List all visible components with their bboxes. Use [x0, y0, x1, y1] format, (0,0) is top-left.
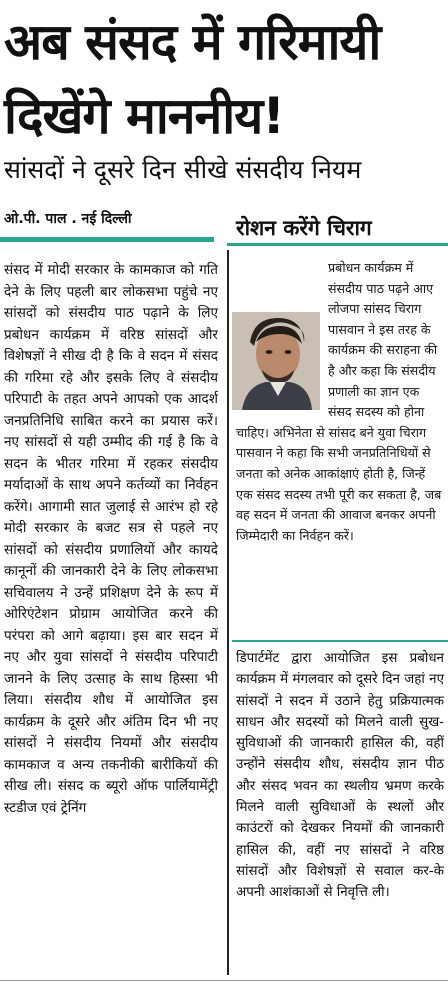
subheadline: सांसदों ने दूसरे दिन सीखे संसदीय नियम — [4, 155, 362, 184]
sidebar-title: रोशन करेंगे चिराग — [236, 216, 372, 240]
headline-line-2: दिखेंगे माननीय! — [4, 87, 285, 145]
bottom-rule — [0, 980, 448, 981]
sidebar-box — [236, 258, 444, 638]
byline-rule — [0, 237, 214, 242]
sidebar-box-rule — [232, 640, 448, 642]
portrait-photo — [232, 312, 320, 410]
article-body-left: संसद में मोदी सरकार के कामकाज को गति देने के लिए पहली बार लोकसभा पहुंचे नए सांसदों को संसदीय पाठ पढ़ाने के लिए प्रबोधन कार्यक्रम में वरिष्ठ सांसदों और विशेषज्ञों ने सीख दी है कि वे सदन में संसद की गरिमा रहे और इसके लिए वे संसदीय परिपाटी के तहत अपने आपको एक आदर्श जनप्रतिनिधि साबित करने का प्रयास करें। नए सांसदों से यही उम्मीद की गई है कि वे सदन के भीतर गरिमा में रहकर संसदीय मर्यादाओं के साथ अपने कर्तव्यों का निर्वहन करेंगे। आगामी सात जुलाई से आरंभ हो रहे मोदी सरकार के बजट सत्र से पहले नए सांसदों को संसदीय प्रणालियों और कायदे कानूनों की जानकारी देने के लिए लोकसभा सचिवालय ने उन्हें प्रशिक्षण देने के रूप में ओरिएंटेशन प्रोग्राम आयोजित करने की परंपरा को आगे बढ़ाया। इस बार सदन में नए और युवा सांसदों ने संसदीय परिपाटी जानने के लिए उत्साह के साथ हिस्सा भी लिया। संसदीय शौध में आयोजित इस कार्यक्रम के दूसरे और अंतिम दिन भी नए सांसदों ने संसदीय नियमों और संसदीय कामकाज व अन्य तकनीकी बारीकियों की सीख ली। संसद क ब्यूरो ऑफ पार्लियामेंट्री स्टडीज एवं ट्रेनिंग — [4, 262, 218, 816]
portrait-illustration — [232, 312, 320, 410]
byline: ओ.पी. पाल . नई दिल्ली — [4, 211, 132, 227]
sidebar-text: प्रबोधन कार्यक्रम में संसदीय पाठ पढ़ने आए लोजपा सांसद चिराग पासवान ने इस तरह के कार्यक्रम की सराहना की है और कहा कि संसदीय प्रणाली का ज्ञान एक संसद सदस्य को होना चाहिए। अभिनेता से सांसद बने युवा चिराग पासवान ने कहा कि सभी जनप्रतिनिधियों से जनता को अनेक आकांक्षाएं होती है, जिन्हें एक संसद सदस्य तभी पूरी कर सकता है, जब वह सदन में जनता की आवाज बनकर अपनी जिम्मेदारी का निर्वहन करें। — [236, 260, 442, 543]
column-divider — [227, 250, 229, 975]
sidebar-title-rule — [227, 243, 448, 246]
headline-line-1: अब संसद में गरिमायी — [4, 13, 381, 71]
article-body-right: डिपार्टमेंट द्वारा आयोजित इस प्रबोधन कार्यक्रम में मंगलवार को दूसरे दिन जहां नए सांसदों ने सदन में उठाने हेतु प्रक्रियात्मक साधन और सदस्यों को मिलने वाली सुख-सुविधाओं की जानकारी हासिल की, वहीं उन्होंने संसदीय शौध, संसदीय ज्ञान पीठ और संसद भवन का स्थलीय भ्रमण करके मिलने वाली सुविधाओं के स्थलों और काउंटरों को देखकर नियमों की जानकारी हासिल की, वहीं नए सांसदों ने वरिष्ठ सांसदों और विशेषज्ञों से सवाल कर-के अपनी आशंकाओं से निवृत्ति ली। — [236, 651, 444, 901]
